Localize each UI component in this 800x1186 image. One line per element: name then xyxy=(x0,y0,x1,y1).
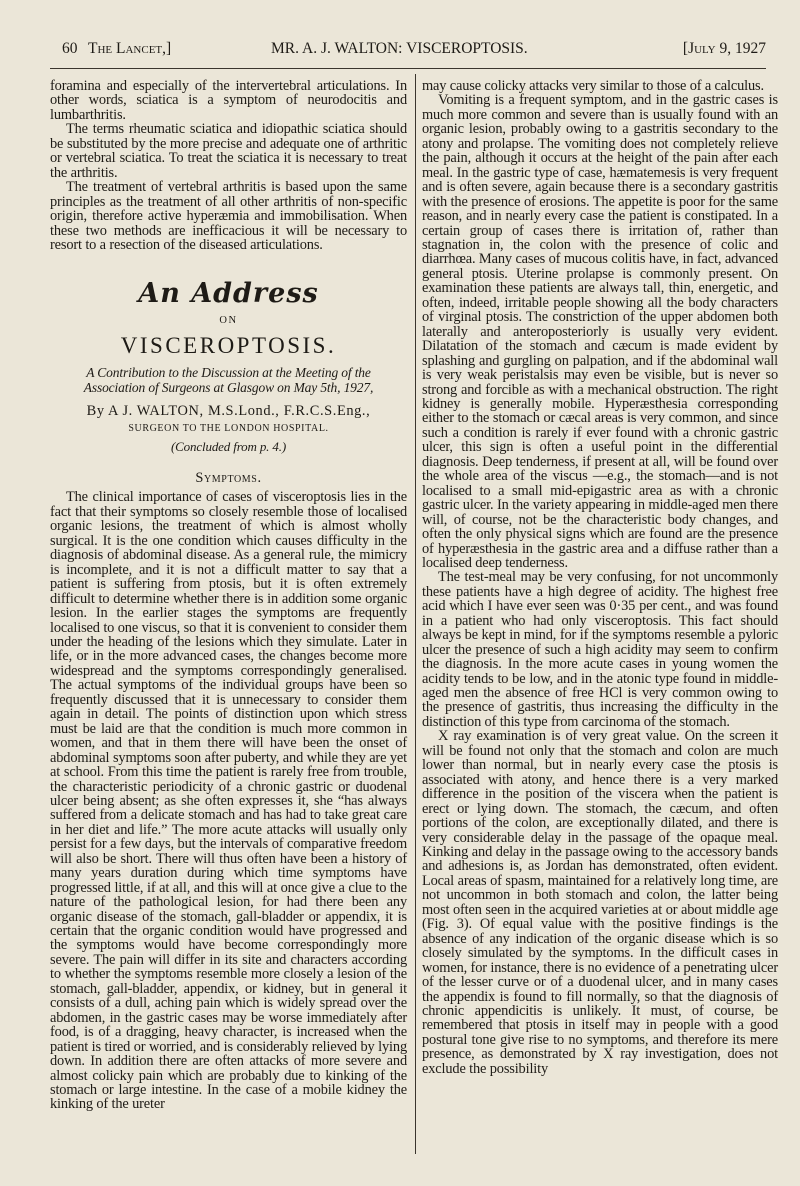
header-rule xyxy=(50,68,766,69)
paragraph: Vomiting is a frequent symptom, and in the gastric cases is much more common and severe than is usually found with an organic lesion, probably owing to a gastritis secondary to the atony and prolapse. The vomiting does not completely relieve the pain, although it occurs at the height of the pain after each meal. In the gastric type of case, hæmatemesis is very frequent and is often severe, again because there is a secondary gastritis with the presence of erosions. The appetite is poor for the same reason, and in nearly every case the patient is constipated. In a certain group of cases there is irritation of, rather than stagnation in, the colon with the presence of colic and diarrhœa. Many cases of mucous colitis have, in fact, advanced general ptosis. Uterine prolapse is commonly present. On examination these patients are always tall, thin, energetic, and often, indeed, irritable people showing all the body characters of virginal ptosis. The constriction of the upper abdomen both laterally and anteroposteriorly is usually very evident. Dilatation of the stomach and cæcum is made evident by splashing and gurgling on palpation, and if the abdominal wall is very weak peristalsis may even be visible, but is never so strong and forcible as with a mechanical obstruction. The right kidney is generally mobile. Hyperæsthesia corresponding either to the stomach or cæcal areas is very common, and since such a condition is rarely if ever found with a chronic gastric ulcer, this sign is often a useful point in the differential diagnosis. Deep tenderness, if present at all, will be found over the whole area of the viscus —e.g., the stomach—and is not localised to a small mid-epigastric area as with a chronic gastric ulcer. In the variety appearing in middle-aged men there will, of course, not be the characteristic body changes, and often the only physical signs which are found are the presence of hyperæsthesia in the gastric area and a diffuse rather than a localised deep tenderness. xyxy=(422,92,778,571)
article-subtitle: A Contribution to the Discussion at the Meeting of the Association of Surgeons at Glasgow on May 5th, 1927, xyxy=(83,365,374,395)
issue-date: [July 9, 1927 xyxy=(682,40,766,57)
left-column xyxy=(50,79,407,1112)
on-word: ON xyxy=(219,315,238,327)
paragraph: The test-meal may be very confusing, for not uncommonly these patients have a high degree of acidity. The highest free acid which I have ever seen was 0·35 per cent., and was found in a patient who had only visceroptosis. This fact should always be kept in mind, for if the symptoms resemble a pyloric ulcer the presence of such a high acidity may seem to confirm the diagnosis. In the more acute cases in young women the acidity tends to be low, and in the atonic type found in middle-aged men the absence of free HCl is very common owing to the presence of gastritis, thus increasing the difficulty in the distinction of this type from carcinoma of the stomach. xyxy=(422,569,778,730)
column-divider xyxy=(415,74,416,1154)
article-heading xyxy=(50,278,407,487)
right-column xyxy=(422,79,778,1076)
paragraph: The treatment of vertebral arthritis is based upon the same principles as the treatment of all other arthritis of non-specific origin, therefore active hyperæmia and immobilisation. When these two methods are inefficacious it will be necessary to resort to a resection of the diseased articulations. xyxy=(50,179,407,253)
running-title: MR. A. J. WALTON: VISCEROPTOSIS. xyxy=(271,40,528,57)
paragraph: The terms rheumatic sciatica and idiopathic sciatica should be substituted by the more precise and adequate one of arthritic or vertebral sciatica. To treat the sciatica it is necessary to treat the arthritis. xyxy=(50,121,407,181)
paragraph: foramina and especially of the intervertebral articulations. In other words, sciatica is a symptom of neurodocitis and lumbarthritis. xyxy=(50,78,407,123)
paragraph: X ray examination is of very great value. On the screen it will be found not only that the stomach and colon are much lower than normal, but in nearly every case the ptosis is associated with atony, and hence there is a very marked difference in the position of the viscera when the patient is erect or lying down. The stomach, the cæcum, and often portions of the colon, are exceptionally dilated, and there is very considerable delay in the passage of the opaque meal. Kinking and delay in the passage owing to the accessory bands and adhesions is, as Jordan has demonstrated, often evident. Local areas of spasm, maintained for a relatively long time, are not uncommon in both stomach and colon, the latter being most often seen in the acquired varieties at or about middle age (Fig. 3). Of equal value with the positive findings is the absence of any indication of the organic disease which is so closely simulated by the symptoms. In the difficult cases in women, for instance, there is no evidence of a penetrating ulcer of the lesser curve or of a duodenal ulcer, and in many cases the appendix is found to fill normally, so that the diagnosis of chronic appendicitis is unlikely. It must, of course, be remembered that ptosis in itself may in people with a good postural tone give rise to no symptoms, and therefore its mere presence, as demonstrated by X ray investigation, does not exclude the possibility xyxy=(422,728,778,1077)
paragraph: may cause colicky attacks very similar to those of a calculus. xyxy=(422,78,764,94)
page-number: 60 xyxy=(62,40,78,57)
article-title: VISCEROPTOSIS. xyxy=(120,333,337,359)
journal-name: The Lancet,] xyxy=(88,40,172,57)
section-heading: Symptoms. xyxy=(195,470,262,487)
address-heading: An Address xyxy=(138,278,319,310)
author-line: By A J. WALTON, M.S.Lond., F.R.C.S.Eng., xyxy=(86,403,371,420)
paragraph: The clinical importance of cases of visceroptosis lies in the fact that their symptoms so closely resemble those of localised organic lesions, the treatment of which is almost wholly surgical. It is the one condition which causes difficulty in the diagnosis of abdominal disease. As a general rule, the mimicry is incomplete, and it is not a difficult matter to say that a patient is suffering from ptosis, but it is often extremely difficult to determine whether there is in addition some organic lesion. In the earlier stages the symptoms are frequently localised to one viscus, so that it is convenient to consider them under the heading of the lesions which they simulate. Later in life, or in the more advanced cases, the changes become more widespread and the symptoms correspondingly generalised. The actual symptoms of the individual groups have been so frequently discussed that it is unnecessary to consider them again in detail. The points of distinction upon which stress must be laid are that the condition is much more common in women, and that in them there will have been the onset of abdominal symptoms soon after puberty, and while they are yet at school. From this time the patient is rarely free from trouble, the characteristic periodicity of a chronic gastric or duodenal ulcer being absent; as she often expresses it, she “has always suffered from a delicate stomach and has had to take great care in her diet and life.” The more acute attacks will usually only persist for a few days, but the intervals of comparative freedom will also be short. There will thus often have been a history of many years duration during which time symptoms have progressed little, if at all, and this will at once give a clue to the nature of the pathological lesion, for had there been any organic disease of the stomach, gall-bladder or appendix, it is certain that the organic condition would have progressed and the symptoms would have become correspondingly more severe. The pain will differ in its site and characters according to whether the symptoms resemble more closely a lesion of the stomach, gall-bladder, appendix, or kidney, but in general it consists of a dull, aching pain which is widely spread over the abdomen, in the gastric cases may be worse immediately after food, is of a dragging, heavy character, is increased when the patient is tired or worried, and is considerably relieved by lying down. In addition there are often attacks of more severe and almost colicky pain which are probably due to kinking of the stomach or large intestine. In the case of a mobile kidney the kinking of the ureter xyxy=(50,489,407,1113)
author-affiliation: SURGEON TO THE LONDON HOSPITAL. xyxy=(128,423,329,435)
running-header xyxy=(62,40,766,62)
continuation-note: (Concluded from p. 4.) xyxy=(170,439,286,455)
